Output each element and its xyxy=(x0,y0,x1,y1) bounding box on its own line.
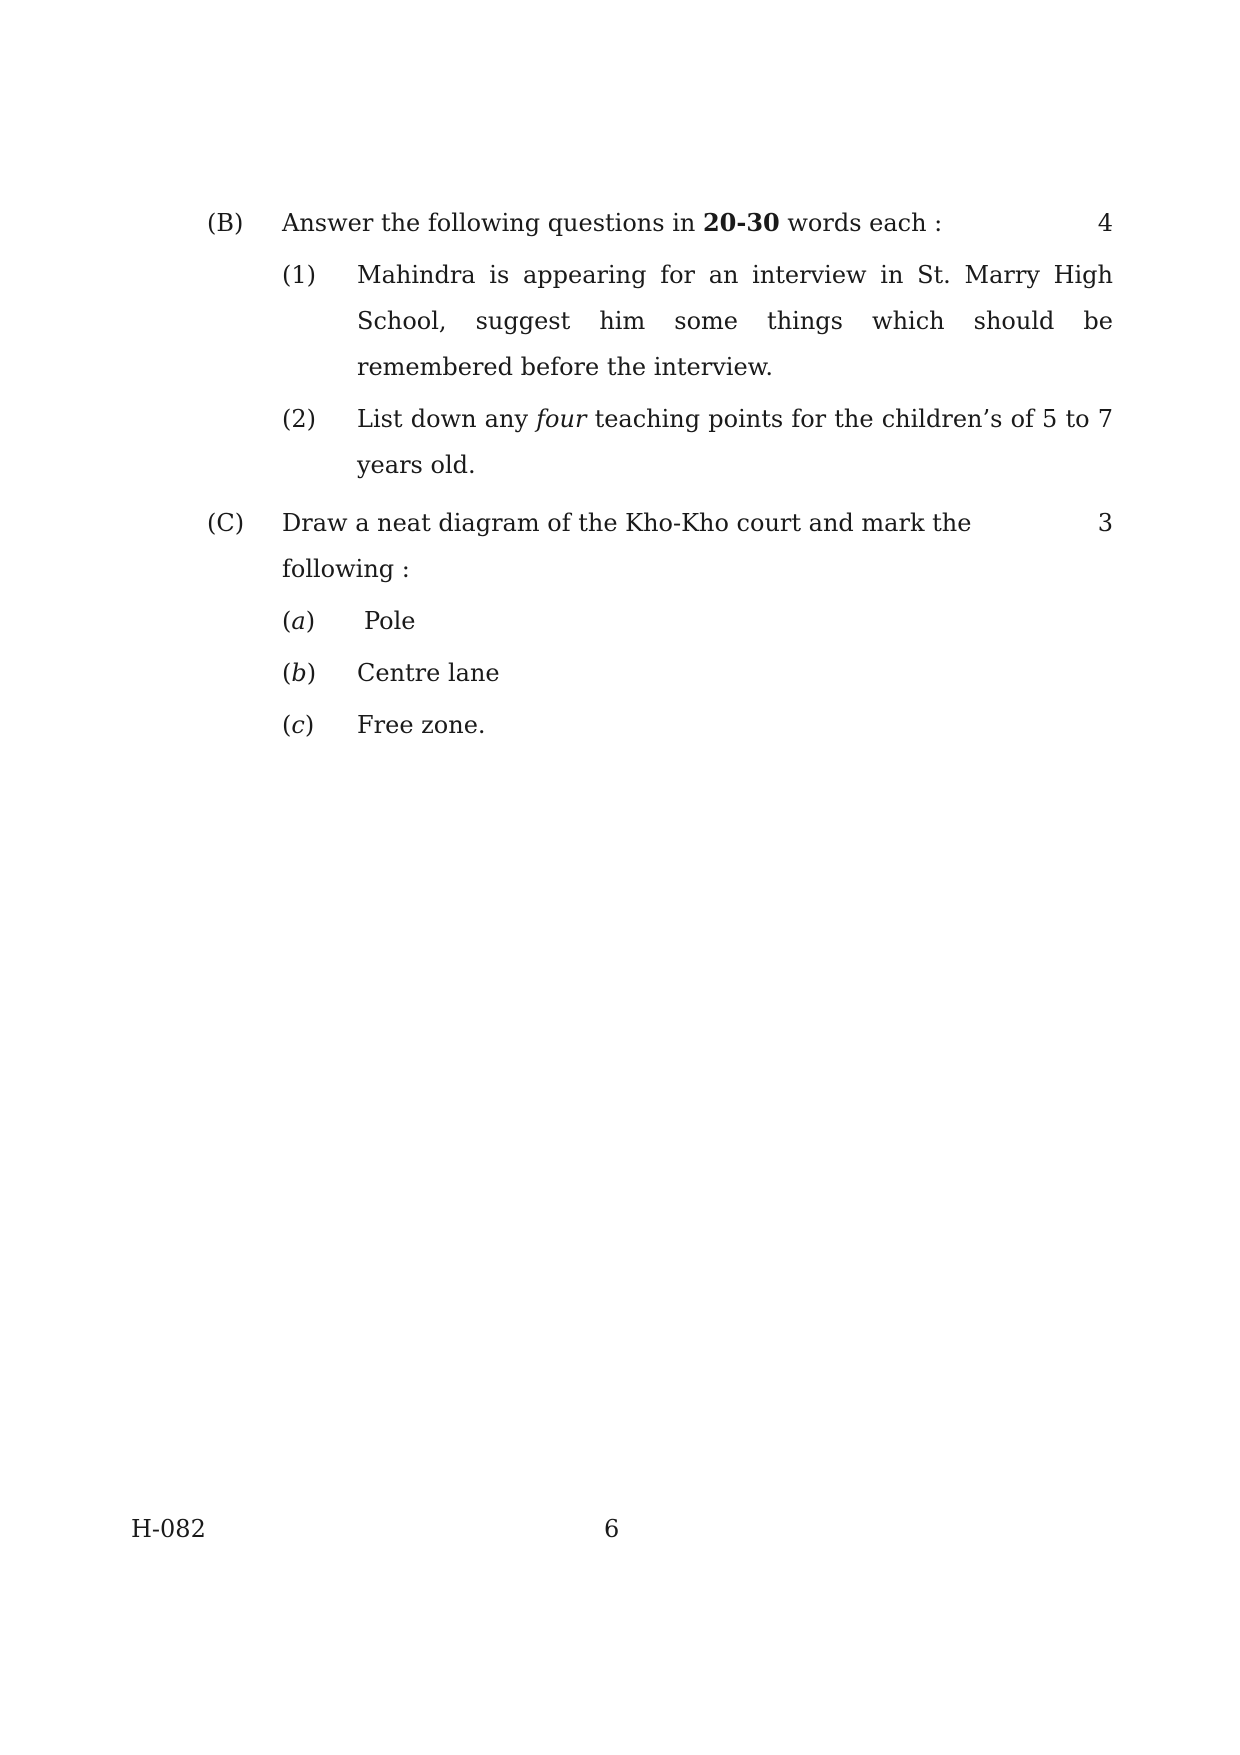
item-c-c-text: Free zone. xyxy=(357,711,486,739)
section-c-marks: 3 xyxy=(1097,509,1113,537)
section-c-instruction: Draw a neat diagram of the Kho-Kho court and mark the following : xyxy=(282,509,972,583)
question-b2-text: List down any four teaching points for the children’s of 5 to 7 years old. xyxy=(357,405,1113,479)
section-b-label: (B) xyxy=(207,209,244,237)
item-c-b xyxy=(282,650,1113,696)
item-c-b-label: (b) xyxy=(282,659,317,687)
item-c-a-text: Pole xyxy=(364,607,416,635)
question-b2 xyxy=(282,396,1113,488)
section-b-marks: 4 xyxy=(1097,209,1113,237)
item-c-c-label: (c) xyxy=(282,711,315,739)
item-c-b-text: Centre lane xyxy=(357,659,500,687)
section-b xyxy=(207,200,1113,488)
item-c-a-label: (a) xyxy=(282,607,316,635)
word-count: 20-30 xyxy=(702,208,780,237)
item-c-c xyxy=(282,702,1113,748)
paper-code: H-082 xyxy=(131,1515,206,1543)
section-b-header xyxy=(207,200,1113,246)
section-c-label: (C) xyxy=(207,509,245,537)
question-b2-label: (2) xyxy=(282,405,316,433)
item-c-a xyxy=(282,598,1113,644)
question-b1-label: (1) xyxy=(282,261,316,289)
section-c-header xyxy=(207,500,1113,592)
emphasis-four: four xyxy=(536,405,587,433)
question-b1 xyxy=(282,252,1113,390)
question-b1-text: Mahindra is appearing for an interview in St. Marry High School, suggest him some things which should be remembered before the interview. xyxy=(357,261,1113,381)
section-c xyxy=(207,500,1113,748)
page-number: 6 xyxy=(604,1515,620,1543)
section-b-instruction: Answer the following questions in 20-30 words each : xyxy=(282,208,943,237)
